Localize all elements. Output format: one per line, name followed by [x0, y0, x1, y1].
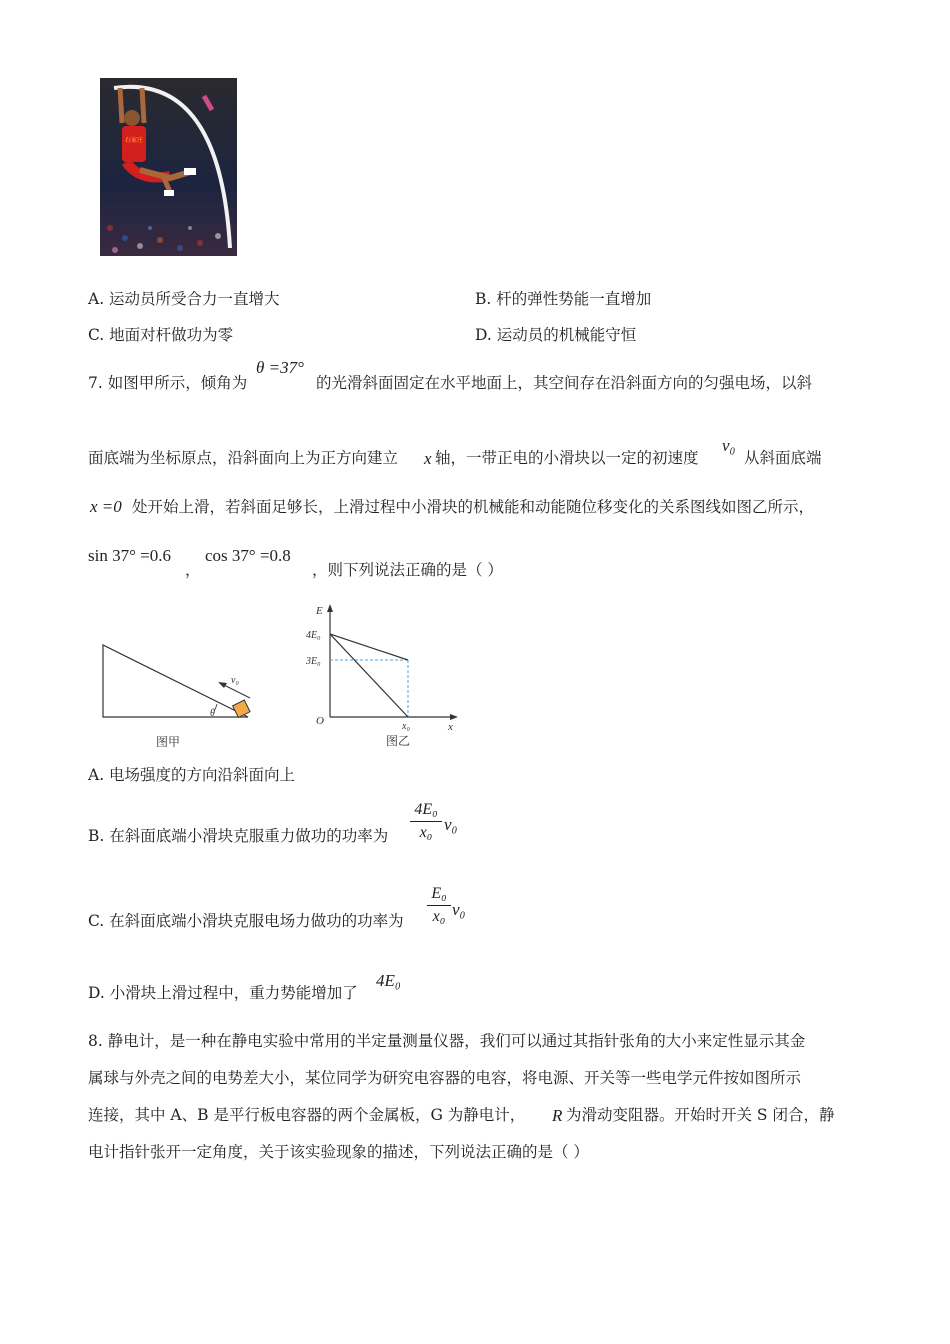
q7-line4-b: ，则下列说法正确的是（ ） [312, 561, 503, 579]
bib-text: 石家庄 [124, 137, 144, 144]
q7-angle-expr: θ =37° [256, 358, 304, 377]
q6-option-d: D. 运动员的机械能守恒 [475, 326, 637, 344]
slider-block [233, 700, 250, 717]
q7-option-a: A. 电场强度的方向沿斜面向上 [88, 766, 296, 784]
tick-4e0: 4E₀ [306, 630, 321, 641]
caption-jia: 图甲 [155, 735, 181, 749]
q7-line3-expr: x =0 [90, 497, 122, 516]
q7-comma: ， [185, 561, 201, 579]
q7-option-c-text: C. 在斜面底端小滑块克服电场力做功的功率为 [88, 912, 404, 930]
q7-option-d-text: D. 小滑块上滑过程中，重力势能增加了 [88, 984, 358, 1002]
figure-energy-graph [304, 600, 464, 752]
q6-option-a: A. 运动员所受合力一直增大 [88, 290, 280, 308]
q8-line2: 属球与外壳之间的电势差大小，某位同学为研究电容器的电容，将电源、开关等一些电学元件按如图所示 [88, 1069, 802, 1087]
q7-option-b-text: B. 在斜面底端小滑块克服重力做功的功率为 [88, 827, 389, 845]
incline-triangle [103, 645, 248, 717]
x-axis-label: x [448, 721, 453, 733]
q7-line3-b: 处开始上滑，若斜面足够长，上滑过程中小滑块的机械能和动能随位移变化的关系图线如图乙所示， [132, 498, 815, 516]
q7-line2-b: 轴，一带正电的小滑块以一定的初速度 [435, 449, 699, 467]
origin-label: O [316, 715, 324, 727]
q6-option-c: C. 地面对杆做功为零 [88, 326, 234, 344]
q7-sin-expr: sin 37° =0.6 [88, 546, 171, 565]
q7-line2-c: 从斜面底端 [744, 449, 822, 467]
pole-vault-photo [100, 78, 237, 256]
frac-c-numerator: E₀ [431, 885, 447, 902]
caption-yi: 图乙 [385, 734, 411, 748]
theta-label: θ [210, 708, 215, 719]
y-axis-label: E [316, 605, 323, 617]
tick-x0: x₀ [402, 721, 410, 732]
q8-line3-r: R [552, 1106, 563, 1125]
v0-label: v₀ [231, 675, 239, 686]
q7-cos-expr: cos 37° =0.8 [205, 546, 291, 565]
q8-line3-a: 连接，其中 A、B 是平行板电容器的两个金属板，G 为静电计， [88, 1106, 526, 1124]
q6-option-b: B. 杆的弹性势能一直增加 [475, 290, 652, 308]
q7-line2-x: x [424, 449, 432, 468]
q7-line2-a: 面底端为坐标原点，沿斜面向上为正方向建立 [88, 449, 399, 467]
tick-3e0: 3E₀ [306, 656, 321, 667]
q7-v0: v₀ [722, 436, 736, 455]
frac-b-denominator: x₀ [419, 824, 433, 841]
q7-line1-a: 7. 如图甲所示，倾角为 [88, 374, 248, 392]
q7-option-c-v0: v₀ [452, 900, 466, 919]
velocity-arrow [222, 684, 250, 698]
figure-incline [96, 636, 266, 754]
q7-line1-b: 的光滑斜面固定在水平地面上，其空间存在沿斜面方向的匀强电场，以斜 [316, 374, 813, 392]
q7-option-b-fraction [410, 800, 442, 843]
q8-line3-b: 为滑动变阻器。开始时开关 S 闭合，静 [566, 1106, 835, 1124]
q8-line4: 电计指针张开一定角度，关于该实验现象的描述，下列说法正确的是（ ） [88, 1143, 589, 1161]
q8-line1: 8. 静电计，是一种在静电实验中常用的半定量测量仪器，我们可以通过其指针张角的大小来定性显示其金 [88, 1032, 806, 1050]
q7-option-b-v0: v₀ [444, 815, 458, 834]
frac-c-denominator: x₀ [432, 908, 446, 925]
q7-option-c-fraction [427, 884, 451, 927]
q7-option-d-expr: 4E₀ [376, 971, 401, 990]
frac-b-numerator: 4E₀ [414, 801, 438, 818]
